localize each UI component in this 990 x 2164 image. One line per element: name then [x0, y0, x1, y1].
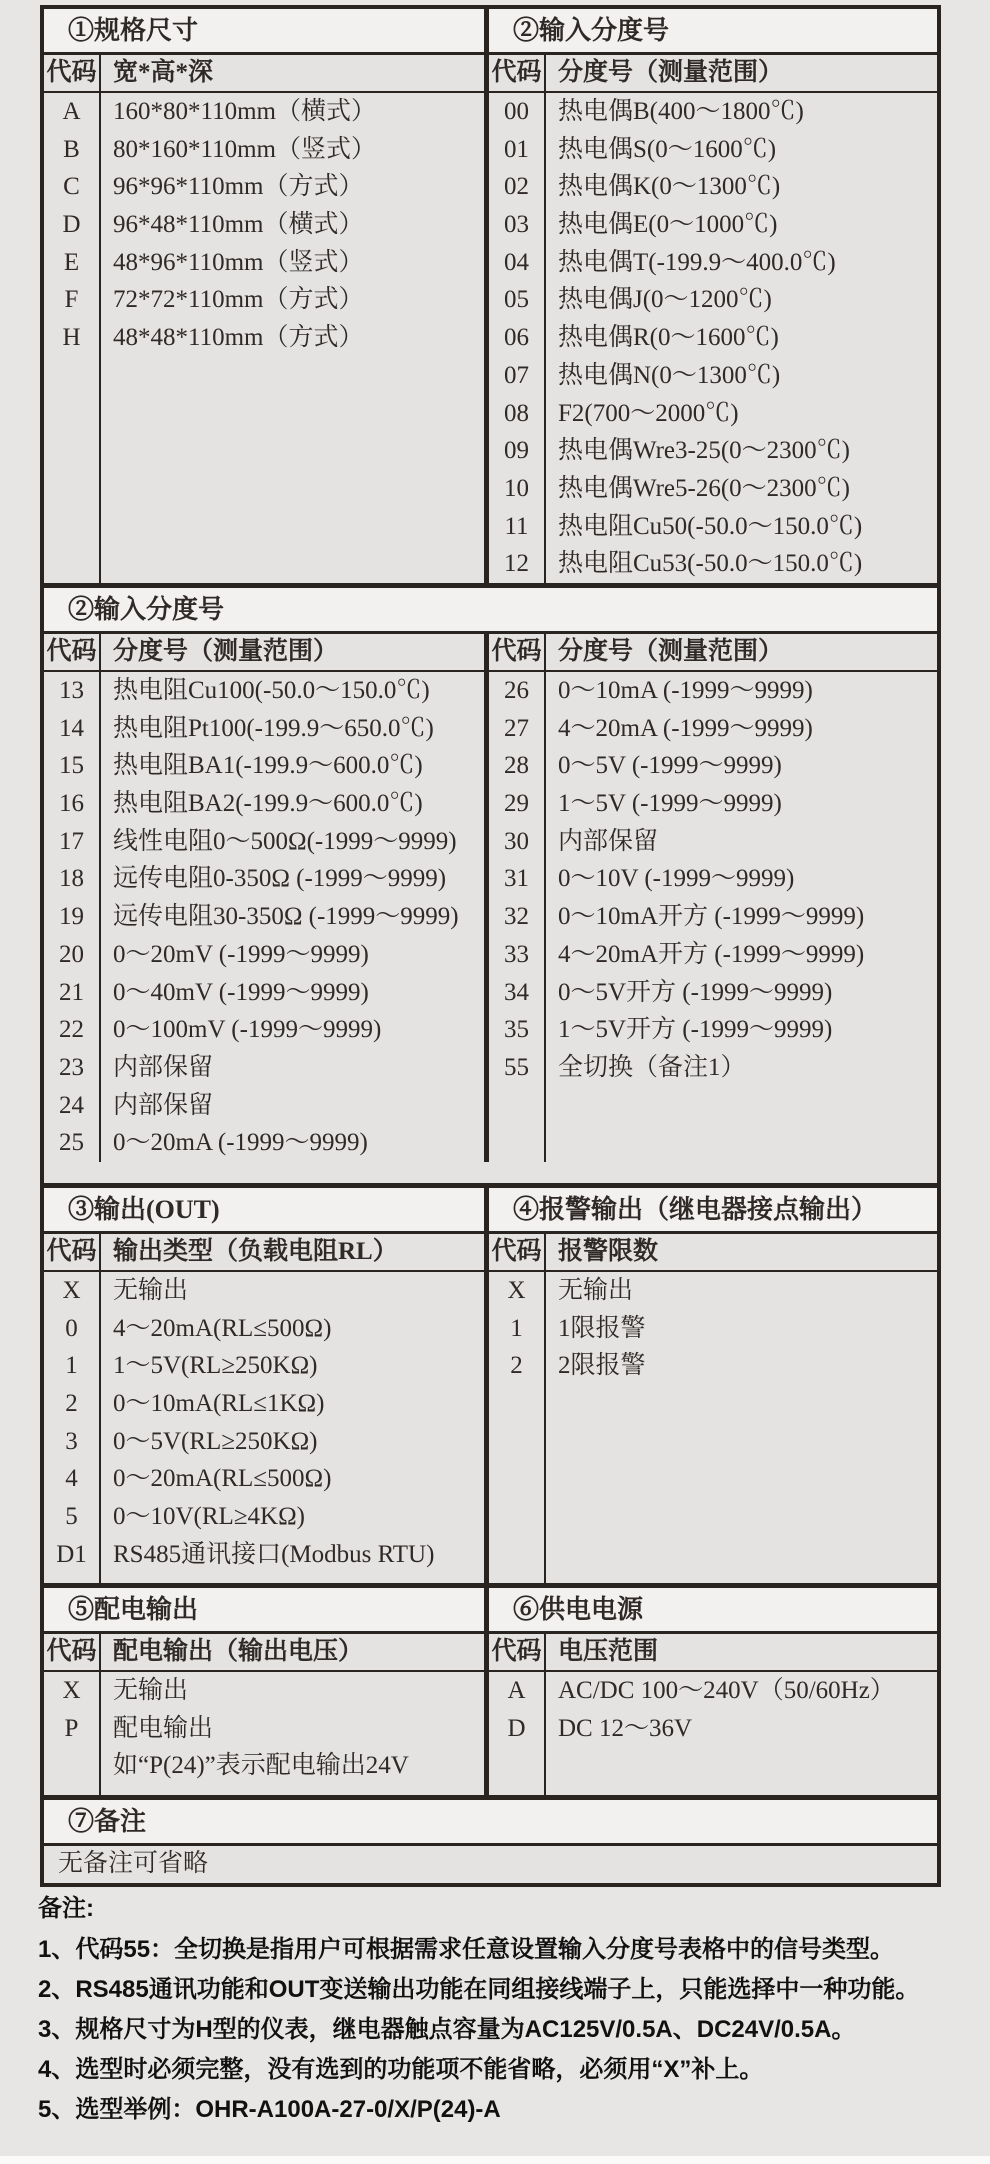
section-input-a: [489, 9, 937, 583]
col-header-desc: 输出类型（负载电阻RL）: [113, 1238, 398, 1265]
code-cell: F: [64, 286, 79, 314]
desc-cell: 0～10mA开方 (-1999～9999): [558, 903, 865, 931]
section-input-b: [44, 583, 937, 1183]
input-a-desc-column: [546, 93, 937, 583]
desc-cell: 48*48*110mm（方式）: [113, 324, 364, 352]
code-cell: X: [62, 1677, 81, 1704]
desc-cell: 热电偶T(-199.9～400.0℃): [558, 248, 836, 276]
code-cell: 1: [510, 1314, 523, 1342]
desc-cell: 0～5V (-1999～9999): [558, 752, 782, 780]
input-b-right-desc-column: [546, 672, 937, 1162]
input-b-right-code-column: [489, 672, 546, 1162]
code-cell: [44, 1747, 99, 1785]
distribution-table: [44, 1672, 484, 1795]
desc-cell: 无输出: [558, 1277, 634, 1304]
code-cell: A: [62, 98, 81, 125]
code-cell: 2: [65, 1390, 78, 1418]
desc-cell: 内部保留: [113, 1091, 214, 1119]
code-cell: 02: [504, 173, 529, 201]
desc-cell: 0～100mV (-1999～9999): [113, 1016, 382, 1044]
spec-table: [44, 93, 484, 583]
desc-cell: 热电偶Wre3-25(0～2300℃): [558, 437, 850, 465]
desc-cell: 热电阻Pt100(-199.9～650.0℃): [113, 714, 434, 742]
code-cell: 15: [59, 752, 84, 780]
section-alarm-title: ④报警输出（继电器接点输出）: [489, 1188, 937, 1234]
code-cell: D: [62, 211, 81, 239]
desc-cell: 热电阻BA1(-199.9～600.0℃): [113, 752, 423, 780]
col-header-desc: 宽*高*深: [113, 59, 214, 86]
code-cell: D: [507, 1714, 526, 1742]
spec-desc-column: [101, 93, 484, 583]
output-desc-column: [101, 1272, 484, 1583]
code-cell: 55: [504, 1053, 529, 1081]
desc-cell: 1限报警: [558, 1314, 646, 1342]
code-cell: 12: [504, 550, 529, 578]
code-cell: C: [63, 173, 80, 201]
desc-cell: 4～20mA开方 (-1999～9999): [558, 940, 865, 968]
code-cell: 2: [510, 1352, 523, 1380]
desc-cell: 远传电阻30-350Ω (-1999～9999): [113, 903, 459, 931]
code-cell: 11: [504, 512, 529, 540]
section-output: [44, 1188, 489, 1583]
desc-cell: 热电偶J(0～1200℃): [558, 286, 772, 314]
desc-cell: 热电偶S(0～1600℃): [558, 135, 777, 163]
col-header-code: 代码: [44, 1634, 101, 1670]
desc-cell: F2(700～2000℃): [558, 399, 739, 427]
desc-cell: 48*96*110mm（竖式）: [113, 248, 364, 276]
desc-cell: 4～20mA (-1999～9999): [558, 714, 813, 742]
section-output-title: ③输出(OUT): [44, 1188, 484, 1234]
code-cell: 27: [504, 714, 529, 742]
col-header-desc: 报警限数: [558, 1238, 659, 1265]
code-cell: 26: [504, 677, 529, 704]
code-cell: 19: [59, 903, 84, 931]
desc-cell: 72*72*110mm（方式）: [113, 286, 364, 314]
desc-cell: 0～20mA (-1999～9999): [113, 1129, 368, 1157]
code-cell: 3: [65, 1427, 78, 1455]
col-header-desc: 配电输出（输出电压）: [113, 1638, 364, 1665]
input-b-left-desc-column: [101, 672, 484, 1162]
input-a-column-header-row: [489, 55, 937, 93]
spec-column-header-row: [44, 55, 484, 93]
code-cell: 31: [504, 865, 529, 893]
code-cell: 09: [504, 437, 529, 465]
section-remark-title: ⑦备注: [44, 1800, 937, 1846]
code-cell: 03: [504, 211, 529, 239]
band-distribution-supply: [44, 1583, 937, 1795]
supply-column-header-row: [489, 1634, 937, 1672]
desc-cell: 热电偶K(0～1300℃): [558, 173, 781, 201]
distribution-column-header-row: [44, 1634, 484, 1672]
code-cell: 01: [504, 135, 529, 163]
desc-cell: 热电阻Cu53(-50.0～150.0℃): [558, 550, 863, 578]
alarm-desc-column: [546, 1272, 937, 1583]
desc-cell: 80*160*110mm（竖式）: [113, 135, 376, 163]
code-cell: 29: [504, 790, 529, 818]
col-header-desc: 分度号（测量范围）: [558, 638, 784, 665]
section-input-a-title: ②输入分度号: [489, 9, 937, 55]
code-cell: X: [62, 1277, 81, 1304]
desc-cell: 0～10V(RL≥4KΩ): [113, 1503, 306, 1531]
col-header-code: 代码: [489, 1634, 546, 1670]
section-spec-title: ①规格尺寸: [44, 9, 484, 55]
input-b-left-code-column: [44, 672, 101, 1162]
spec-code-column: [44, 93, 101, 583]
code-cell: 22: [59, 1016, 84, 1044]
desc-cell: RS485通讯接口(Modbus RTU): [113, 1540, 435, 1568]
input-a-table: [489, 93, 937, 583]
code-cell: 34: [504, 978, 529, 1006]
desc-cell: 线性电阻0～500Ω(-1999～9999): [113, 827, 457, 855]
desc-cell: 配电输出: [113, 1714, 214, 1742]
code-cell: 32: [504, 903, 529, 931]
desc-cell: 96*48*110mm（横式）: [113, 211, 364, 239]
code-cell: 28: [504, 752, 529, 780]
footnote-4: 4、选型时必须完整，没有选到的功能项不能省略，必须用“X”补上。: [38, 2056, 764, 2083]
desc-cell: 热电阻Cu50(-50.0～150.0℃): [558, 512, 863, 540]
input-b-left: [44, 634, 489, 1162]
band-spec-input: [44, 9, 937, 583]
code-cell: B: [63, 135, 80, 163]
desc-cell: 1～5V(RL≥250KΩ): [113, 1352, 318, 1380]
desc-cell: 2限报警: [558, 1352, 646, 1380]
desc-cell: 热电偶N(0～1300℃): [558, 361, 781, 389]
footnote-5: 5、选型举例：OHR-A100A-27-0/X/P(24)-A: [38, 2096, 501, 2123]
code-cell: H: [62, 324, 81, 352]
desc-cell: DC 12～36V: [558, 1714, 693, 1742]
desc-cell: 0～5V开方 (-1999～9999): [558, 978, 833, 1006]
section-supply: [489, 1588, 937, 1795]
distribution-desc-column: [101, 1672, 484, 1795]
code-cell: 16: [59, 790, 84, 818]
input-b-right-column-header-row: [489, 634, 937, 672]
code-cell: 24: [59, 1091, 84, 1119]
remark-text: 无备注可省略: [58, 1850, 209, 1877]
col-header-code: 代码: [489, 55, 546, 91]
section-remark: [44, 1795, 937, 1883]
code-cell: 33: [504, 940, 529, 968]
code-cell: X: [507, 1277, 526, 1304]
desc-cell: 热电阻BA2(-199.9～600.0℃): [113, 790, 423, 818]
desc-cell: 0～10V (-1999～9999): [558, 865, 795, 893]
col-header-code: 代码: [489, 634, 546, 670]
supply-desc-column: [546, 1672, 937, 1795]
alarm-column-header-row: [489, 1234, 937, 1272]
band-output-alarm: [44, 1183, 937, 1583]
desc-cell: 160*80*110mm（横式）: [113, 98, 376, 125]
desc-cell: 内部保留: [558, 827, 659, 855]
code-cell: 17: [59, 827, 84, 855]
code-cell: E: [63, 248, 80, 276]
desc-cell: 远传电阻0-350Ω (-1999～9999): [113, 865, 447, 893]
code-cell: 00: [504, 98, 529, 125]
desc-cell: 内部保留: [113, 1053, 214, 1081]
desc-cell: 0～20mV (-1999～9999): [113, 940, 369, 968]
footnotes: [38, 1894, 988, 2135]
desc-cell: 热电偶R(0～1600℃): [558, 324, 779, 352]
col-header-code: 代码: [44, 1234, 101, 1270]
model-selection-table: [40, 5, 941, 1887]
code-cell: 10: [504, 474, 529, 502]
desc-cell: 0～40mV (-1999～9999): [113, 978, 369, 1006]
output-code-column: [44, 1272, 101, 1583]
alarm-table: [489, 1272, 937, 1583]
code-cell: 04: [504, 248, 529, 276]
code-cell: 08: [504, 399, 529, 427]
code-cell: 25: [59, 1129, 84, 1157]
footnote-1: 1、代码55：全切换是指用户可根据需求任意设置输入分度号表格中的信号类型。: [38, 1936, 895, 1963]
desc-cell: 0～10mA (-1999～9999): [558, 677, 813, 704]
input-a-code-column: [489, 93, 546, 583]
section-alarm: [489, 1188, 937, 1583]
code-cell: 30: [504, 827, 529, 855]
section-distribution-title: ⑤配电输出: [44, 1588, 484, 1634]
code-cell: 35: [504, 1016, 529, 1044]
desc-cell: 1～5V (-1999～9999): [558, 790, 782, 818]
desc-cell: 全切换（备注1）: [558, 1053, 746, 1081]
code-cell: 13: [59, 677, 84, 704]
page-bottom-strip: [0, 2156, 990, 2164]
desc-cell: 0～10mA(RL≤1KΩ): [113, 1390, 325, 1418]
desc-cell: 热电阻Cu100(-50.0～150.0℃): [113, 677, 430, 704]
col-header-code: 代码: [44, 55, 101, 91]
footnote-2: 2、RS485通讯功能和OUT变送输出功能在同组接线端子上，只能选择中一种功能。: [38, 1976, 920, 2003]
code-cell: 5: [65, 1503, 78, 1531]
desc-cell: 无输出: [113, 1677, 189, 1704]
alarm-code-column: [489, 1272, 546, 1583]
code-cell: 4: [65, 1465, 78, 1493]
footnote-3: 3、规格尺寸为H型的仪表，继电器触点容量为AC125V/0.5A、DC24V/0.5A。: [38, 2016, 856, 2043]
supply-table: [489, 1672, 937, 1795]
supply-code-column: [489, 1672, 546, 1795]
desc-cell: 0～5V(RL≥250KΩ): [113, 1427, 318, 1455]
desc-cell: 热电偶Wre5-26(0～2300℃): [558, 474, 850, 502]
input-b-left-table: [44, 672, 484, 1162]
desc-cell: 无输出: [113, 1277, 189, 1304]
input-b-right-table: [489, 672, 937, 1162]
output-table: [44, 1272, 484, 1583]
desc-cell: 96*96*110mm（方式）: [113, 173, 364, 201]
input-b-left-column-header-row: [44, 634, 484, 672]
distribution-code-column: [44, 1672, 101, 1795]
code-cell: 0: [65, 1314, 78, 1342]
code-cell: P: [64, 1714, 79, 1742]
desc-cell: AC/DC 100～240V（50/60Hz）: [558, 1677, 895, 1704]
col-header-desc: 电压范围: [558, 1638, 659, 1665]
code-cell: 05: [504, 286, 529, 314]
footnotes-title: 备注:: [38, 1895, 94, 1922]
code-cell: A: [507, 1677, 526, 1704]
input-b-right: [489, 634, 937, 1162]
code-cell: 07: [504, 361, 529, 389]
input-b-split: [44, 634, 937, 1162]
code-cell: D1: [56, 1540, 87, 1568]
col-header-code: 代码: [44, 634, 101, 670]
code-cell: 14: [59, 714, 84, 742]
code-cell: 06: [504, 324, 529, 352]
desc-cell: 4～20mA(RL≤500Ω): [113, 1314, 332, 1342]
col-header-code: 代码: [489, 1234, 546, 1270]
desc-cell: 如“P(24)”表示配电输出24V: [113, 1752, 409, 1780]
code-cell: 20: [59, 940, 84, 968]
col-header-desc: 分度号（测量范围）: [558, 59, 784, 86]
section-distribution: [44, 1588, 489, 1795]
section-spec: [44, 9, 489, 583]
desc-cell: 1～5V开方 (-1999～9999): [558, 1016, 833, 1044]
section-input-b-title: ②输入分度号: [44, 588, 937, 634]
code-cell: 21: [59, 978, 84, 1006]
section-supply-title: ⑥供电电源: [489, 1588, 937, 1634]
code-cell: 1: [65, 1352, 78, 1380]
code-cell: 18: [59, 865, 84, 893]
desc-cell: 热电偶E(0～1000℃): [558, 211, 778, 239]
desc-cell: 0～20mA(RL≤500Ω): [113, 1465, 332, 1493]
code-cell: 23: [59, 1053, 84, 1081]
desc-cell: 热电偶B(400～1800℃): [558, 98, 804, 125]
col-header-desc: 分度号（测量范围）: [113, 638, 339, 665]
output-column-header-row: [44, 1234, 484, 1272]
